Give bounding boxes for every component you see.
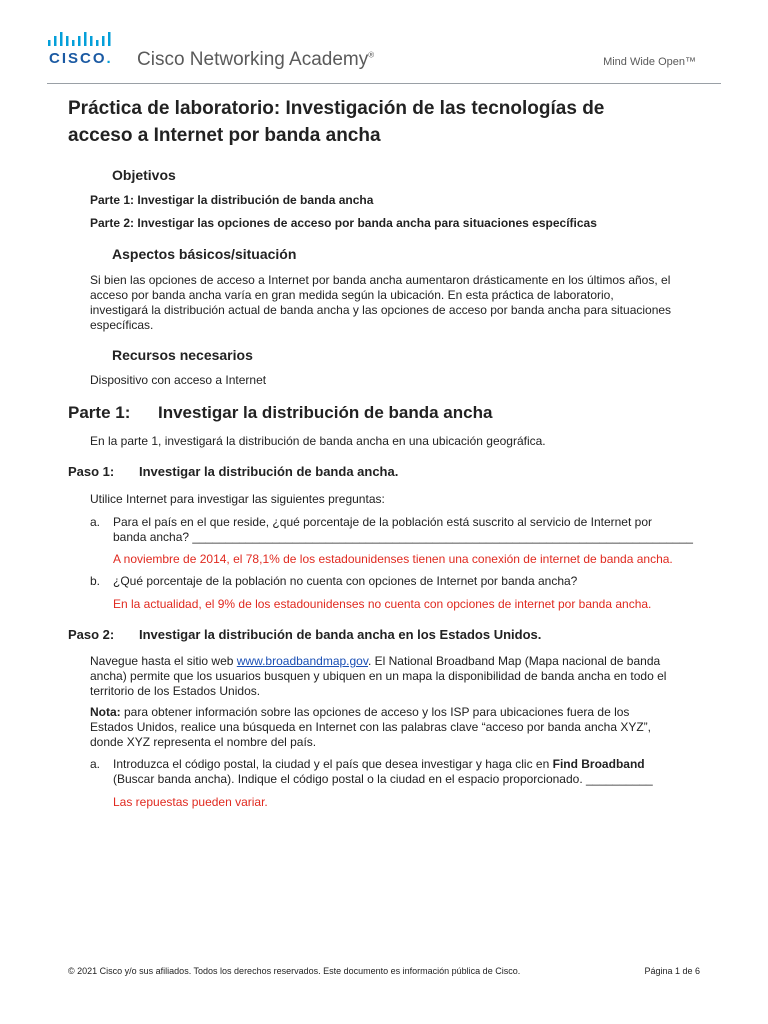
cisco-bars-icon bbox=[47, 30, 119, 50]
parte1-number: Parte 1: bbox=[68, 403, 131, 422]
paso1-a-marker: a. bbox=[90, 515, 101, 529]
page-header bbox=[0, 0, 768, 80]
paso2-number: Paso 2: bbox=[68, 627, 115, 642]
paso1-number: Paso 1: bbox=[68, 464, 115, 479]
paso2-nota-paragraph: Nota: para obtener información sobre las opciones de acceso y los ISP para ubicaciones fuera de los Estados Unidos, realice una búsqueda en Internet con las palabras clave “acceso por banda ancha XYZ”, donde XYZ representa el nombre del país. bbox=[90, 705, 652, 749]
recursos-item: Dispositivo con acceso a Internet bbox=[90, 373, 267, 387]
objetivos-heading: Objetivos bbox=[112, 167, 176, 183]
paso2-a-marker: a. bbox=[90, 757, 101, 771]
recursos-heading: Recursos necesarios bbox=[112, 347, 253, 363]
parte1-title: Investigar la distribución de banda ancha bbox=[158, 403, 493, 422]
paso1-b-marker: b. bbox=[90, 574, 101, 588]
paso2-nav-paragraph: Navegue hasta el sitio web www.broadbandmap.gov. El National Broadband Map (Mapa nacional de banda ancha) permite que los usuarios busquen y ubiquen en un mapa la disponibilidad de banda ancha en todo el territorio de los Estados Unidos. bbox=[90, 654, 667, 698]
document-title: Práctica de laboratorio: Investigación de las tecnologías de acceso a Internet por banda ancha bbox=[68, 98, 605, 146]
cisco-logo bbox=[47, 30, 119, 70]
paso1-b-answer: En la actualidad, el 9% de los estadounidenses no cuenta con opciones de internet por banda ancha. bbox=[113, 597, 652, 611]
paso1-intro: Utilice Internet para investigar las siguientes preguntas: bbox=[90, 492, 385, 506]
aspectos-paragraph: Si bien las opciones de acceso a Internet por banda ancha aumentaron drásticamente en los últimos años, el acceso por banda ancha varía en gran medida según la ubicación. En esta práctica de laboratorio, investigará la distribución actual de banda ancha y las opciones de acceso por banda ancha para situaciones específicas. bbox=[90, 273, 672, 332]
objetivo-parte2: Parte 2: Investigar las opciones de acceso por banda ancha para situaciones específicas bbox=[90, 216, 597, 230]
paso2-a-instruction: Introduzca el código postal, la ciudad y el país que desea investigar y haga clic en Find Broadband (Buscar banda ancha). Indique el código postal o la ciudad en el espacio proporcionado. __________ bbox=[113, 757, 653, 786]
objetivo-parte1: Parte 1: Investigar la distribución de banda ancha bbox=[90, 193, 374, 207]
academy-name: Cisco Networking Academy® bbox=[137, 49, 375, 70]
parte1-intro: En la parte 1, investigará la distribución de banda ancha en una ubicación geográfica. bbox=[90, 434, 546, 448]
paso1-b-question: ¿Qué porcentaje de la población no cuenta con opciones de Internet por banda ancha? bbox=[113, 574, 578, 588]
paso2-title: Investigar la distribución de banda ancha en los Estados Unidos. bbox=[139, 627, 542, 642]
broadbandmap-link[interactable]: www.broadbandmap.gov bbox=[236, 654, 368, 668]
paso1-a-question: Para el país en el que reside, ¿qué porcentaje de la población está suscrito al servicio de Internet por banda ancha? ___________________________________________________________________________ bbox=[113, 515, 693, 544]
paso1-a-answer: A noviembre de 2014, el 78,1% de los estadounidenses tienen una conexión de internet de banda ancha. bbox=[113, 552, 673, 566]
aspectos-heading: Aspectos básicos/situación bbox=[112, 246, 297, 262]
footer-page-number: Página 1 de 6 bbox=[644, 966, 700, 976]
header-divider bbox=[47, 83, 721, 84]
tagline: Mind Wide Open™ bbox=[603, 56, 696, 68]
cisco-wordmark: CISCO. bbox=[49, 50, 113, 67]
paso2-a-answer: Las repuestas pueden variar. bbox=[113, 795, 268, 809]
footer-copyright: © 2021 Cisco y/o sus afiliados. Todos los derechos reservados. Este documento es información pública de Cisco. bbox=[68, 966, 521, 976]
paso1-title: Investigar la distribución de banda ancha. bbox=[139, 464, 399, 479]
